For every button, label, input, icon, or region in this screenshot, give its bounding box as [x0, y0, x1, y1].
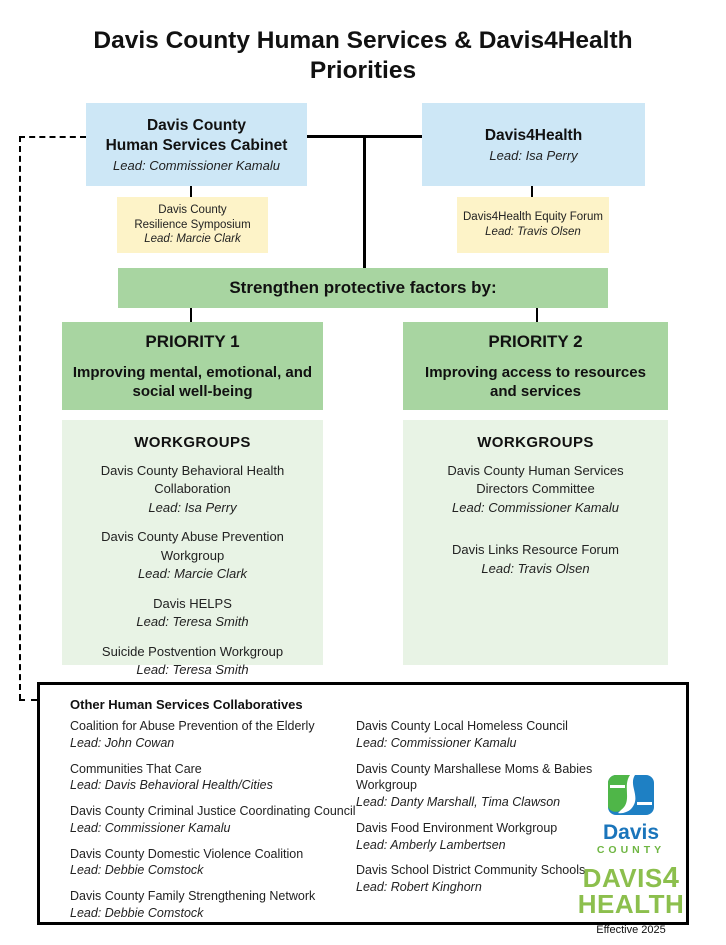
dashed-connector-top	[19, 136, 86, 138]
collaboratives-column-1	[70, 718, 358, 931]
cabinet-box	[86, 103, 307, 186]
other-collaboratives-header: Other Human Services Collaboratives	[70, 697, 303, 712]
collaborative-name: Davis County Marshallese Moms & Babies Workgroup	[356, 761, 593, 793]
logo-cluster	[577, 775, 685, 936]
workgroup-lead: Lead: Isa Perry	[148, 499, 237, 515]
priority2-description: Improving access to resources and services	[425, 364, 646, 400]
collaborative-name: Davis County Domestic Violence Coalition	[70, 846, 304, 861]
workgroup-name: Davis County Human Services Directors Committee	[447, 463, 624, 497]
collaborative-name: Davis County Criminal Justice Coordinating Council	[70, 804, 356, 818]
strengthen-banner	[118, 268, 608, 308]
collaborative-name: Coalition for Abuse Prevention of the Elderly	[70, 719, 315, 733]
davis-county-logo-name: Davis	[602, 821, 660, 844]
workgroup-lead: Lead: Travis Olsen	[481, 560, 590, 576]
workgroup-item	[62, 528, 323, 583]
collaborative-name: Davis County Local Homeless Council	[356, 719, 568, 733]
davis4health-logo	[577, 861, 685, 920]
davis4health-logo-line2: HEALTH	[577, 889, 685, 920]
equity-forum-box	[457, 197, 609, 253]
workgroup-item	[84, 643, 301, 680]
workgroup-lead: Lead: Teresa Smith	[136, 662, 249, 678]
collaborative-lead: Lead: Commissioner Kamalu	[70, 820, 231, 835]
collaborative-entry	[70, 761, 358, 795]
workgroup-name: Suicide Postvention Workgroup	[101, 643, 284, 659]
equity-forum-lead: Lead: Travis Olsen	[485, 226, 581, 238]
collaborative-entry	[70, 846, 358, 880]
connector-d4h-equityforum	[531, 186, 533, 197]
collaborative-entry	[356, 718, 656, 752]
collaborative-name: Davis School District Community Schools	[356, 863, 586, 878]
workgroup-item	[62, 462, 323, 517]
resilience-lead: Lead: Marcie Clark	[144, 233, 241, 246]
resilience-symposium-box	[117, 197, 268, 253]
resilience-name-line1: Davis County	[158, 203, 227, 216]
davis-county-logo-icon	[608, 775, 654, 820]
workgroup-item	[118, 595, 266, 632]
collaborative-name: Davis County Family Strengthening Network	[70, 889, 316, 903]
priority2-title: PRIORITY 2	[488, 332, 583, 352]
priority1-title: PRIORITY 1	[145, 332, 240, 352]
workgroup-name: Davis Links Resource Forum	[452, 542, 619, 558]
collaborative-name: Communities That Care	[70, 761, 202, 776]
workgroups2-header: WORKGROUPS	[477, 434, 594, 451]
connector-cabinet-symposium	[190, 186, 192, 197]
priority1-box	[62, 322, 323, 410]
davis4health-logo-number: 4	[662, 861, 680, 894]
collaborative-entry	[70, 888, 358, 922]
collaborative-lead: Lead: Amberly Lambertsen	[356, 837, 506, 852]
davis4health-box	[422, 103, 645, 186]
strengthen-banner-text: Strengthen protective factors by:	[229, 278, 497, 297]
resilience-name-line2: Resilience Symposium	[134, 218, 251, 231]
workgroups1-box	[62, 420, 323, 678]
collaborative-lead: Lead: Debbie Comstock	[70, 905, 204, 920]
collaborative-entry	[70, 803, 358, 837]
equity-forum-name: Davis4Health Equity Forum	[463, 211, 603, 224]
connector-banner-priority1	[190, 308, 192, 322]
collaborative-entry	[70, 718, 358, 752]
workgroup-item	[403, 462, 668, 517]
connector-trunk	[363, 135, 366, 269]
cabinet-name-line2: Human Services Cabinet	[105, 136, 288, 154]
collaborative-lead: Lead: Debbie Comstock	[70, 863, 204, 878]
collaborative-lead: Lead: Davis Behavioral Health/Cities	[70, 778, 273, 793]
connector-banner-priority2	[536, 308, 538, 322]
priority2-box	[403, 322, 668, 410]
collaborative-name: Davis Food Environment Workgroup	[356, 820, 558, 835]
workgroup-name: Davis County Abuse Prevention Workgroup	[101, 529, 284, 563]
workgroup-lead: Lead: Marcie Clark	[137, 566, 248, 582]
cabinet-name-line1: Davis County	[146, 116, 247, 134]
davis-county-logo-subtitle: COUNTY	[596, 844, 666, 856]
dashed-connector-bottom	[19, 699, 37, 701]
collaborative-lead: Lead: Commissioner Kamalu	[356, 735, 517, 750]
collaborative-lead: Lead: Robert Kinghorn	[356, 880, 482, 894]
other-collaboratives-box	[37, 682, 689, 936]
davis4health-logo-line1: DAVIS	[582, 862, 663, 893]
davis4health-name: Davis4Health	[484, 126, 583, 144]
dashed-connector-left	[19, 136, 21, 700]
davis4health-lead: Lead: Isa Perry	[489, 148, 578, 164]
cabinet-lead: Lead: Commissioner Kamalu	[113, 158, 280, 174]
workgroup-name: Davis County Behavioral Health Collaboration	[100, 463, 285, 497]
workgroup-name: Davis HELPS	[153, 595, 232, 611]
page-title: Davis County Human Services & Davis4Health Priorities	[93, 27, 633, 84]
workgroups2-box	[403, 420, 668, 665]
priority1-description: Improving mental, emotional, and social well-being	[72, 364, 313, 400]
workgroups1-header: WORKGROUPS	[134, 434, 251, 451]
effective-date: Effective 2025	[596, 923, 666, 936]
workgroup-lead: Lead: Commissioner Kamalu	[452, 499, 619, 515]
collaborative-lead: Lead: Danty Marshall, Tima Clawson	[356, 795, 561, 809]
workgroup-lead: Lead: Teresa Smith	[136, 614, 249, 630]
workgroup-item	[434, 541, 637, 578]
collaborative-lead: Lead: John Cowan	[70, 735, 175, 750]
